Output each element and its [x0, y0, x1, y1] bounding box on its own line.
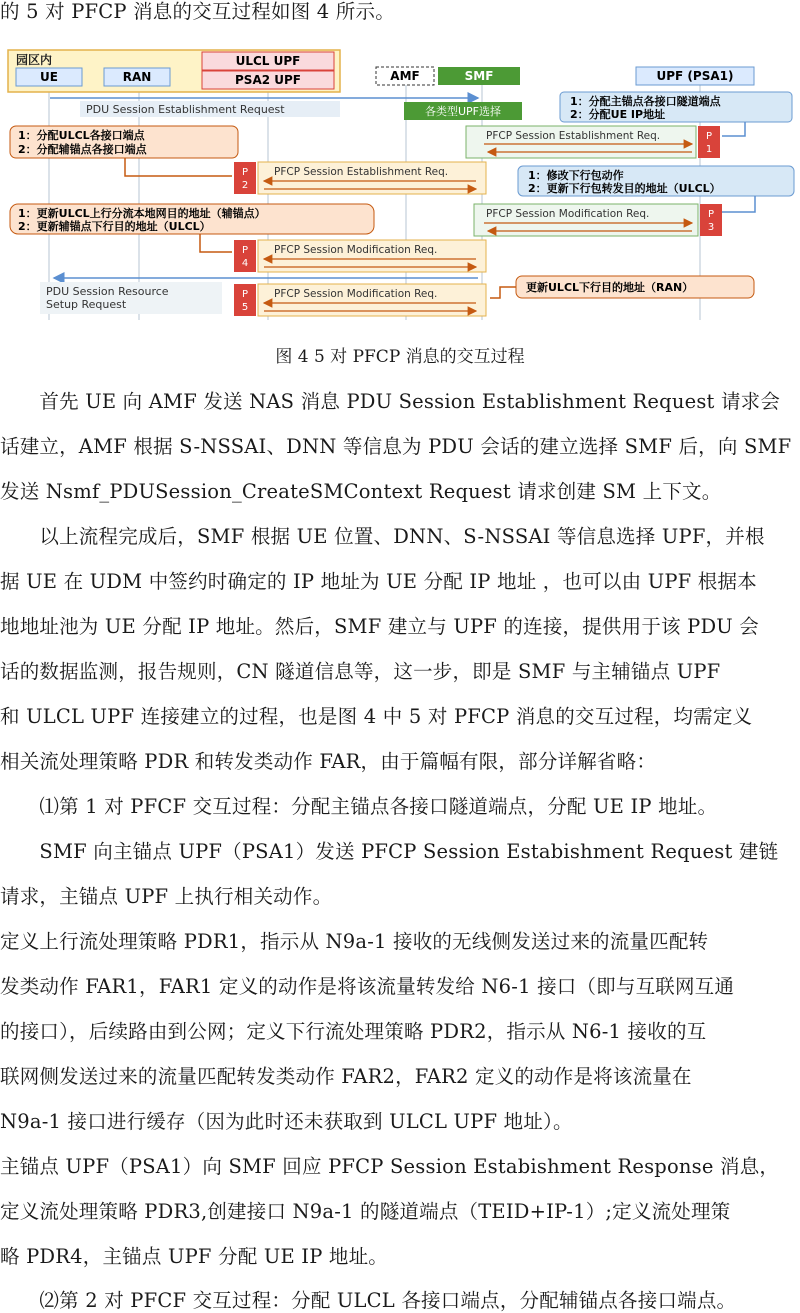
- paragraph-line: N9a-1 接口进行缓存（因为此时还未获取到 ULCL UPF 地址）。: [0, 1110, 573, 1133]
- pdu-res-line1: PDU Session Resource: [46, 285, 169, 298]
- note3-line2: 2：更新下行包转发目的地址（ULCL）: [528, 182, 721, 195]
- figure-caption: 图 4 5 对 PFCP 消息的交互过程: [275, 347, 525, 367]
- paragraph-line: 略 PDR4，主锚点 UPF 分配 UE IP 地址。: [0, 1245, 389, 1268]
- ue-label: UE: [40, 70, 58, 84]
- psa2-upf-label: PSA2 UPF: [235, 73, 301, 87]
- pfcp4-label: PFCP Session Modification Req.: [274, 244, 438, 256]
- paragraph-line: ⑴第 1 对 PFCF 交互过程：分配主锚点各接口隧道端点，分配 UE IP 地址。: [0, 795, 718, 818]
- paragraph-line: 联网侧发送过来的流量匹配转发类动作 FAR2，FAR2 定义的动作是将该流量在: [0, 1065, 692, 1088]
- paragraph-line: 定义上行流处理策略 PDR1，指示从 N9a-1 接收的无线侧发送过来的流量匹配转: [0, 930, 709, 953]
- p1-letter: P: [705, 131, 713, 142]
- pdu-res-line2: Setup Request: [46, 298, 127, 311]
- paragraph-line: 以上流程完成后，SMF 根据 UE 位置、DNN、S-NSSAI 等信息选择 UPF，并根: [0, 525, 765, 548]
- note3-connector: [722, 196, 755, 212]
- upf-psa1-label: UPF (PSA1): [656, 69, 734, 83]
- p3-number: 3: [707, 222, 715, 233]
- p5-letter: P: [241, 289, 249, 300]
- paragraph-line: 地地址池为 UE 分配 IP 地址。然后，SMF 建立与 UPF 的连接，提供用于该 PDU 会: [0, 615, 760, 638]
- note1-line2: 2：分配UE IP地址: [570, 108, 666, 121]
- p1-number: 1: [705, 144, 713, 155]
- paragraph-line: 主锚点 UPF（PSA1）向 SMF 回应 PFCP Session Estabishment Response 消息，: [0, 1155, 780, 1178]
- note4-connector: [200, 234, 232, 252]
- pfcp5-label: PFCP Session Modification Req.: [274, 288, 438, 300]
- paragraph-line: SMF 向主锚点 UPF（PSA1）发送 PFCP Session Estabishment Request 建链: [0, 840, 779, 863]
- note1-line1: 1：分配主锚点各接口隧道端点: [570, 95, 721, 108]
- ran-label: RAN: [122, 70, 152, 84]
- paragraph-line: 和 ULCL UPF 连接建立的过程，也是图 4 中 5 对 PFCP 消息的交互过程，均需定义: [0, 705, 753, 728]
- amf-label: AMF: [390, 69, 420, 83]
- park-label: 园区内: [16, 53, 53, 67]
- note2-line2: 2：分配辅锚点各接口端点: [18, 143, 147, 156]
- pdu-req-label: PDU Session Establishment Request: [86, 103, 285, 116]
- note1-connector: [722, 122, 745, 136]
- pfcp1-label: PFCP Session Establishment Req.: [486, 130, 661, 142]
- p5-number: 5: [241, 302, 249, 313]
- paragraph-line: 据 UE 在 UDM 中签约时确定的 IP 地址为 UE 分配 IP 地址 ，也可以由 UPF 根据本: [0, 570, 757, 593]
- paragraph-line: 发送 Nsmf_PDUSession_CreateSMContext Request 请求创建 SM 上下文。: [0, 480, 722, 503]
- smf-label: SMF: [464, 69, 494, 83]
- note5-connector: [490, 287, 516, 298]
- upf-select-label: 各类型UPF选择: [424, 105, 502, 118]
- p2-number: 2: [241, 180, 249, 191]
- paragraph-line: 首先 UE 向 AMF 发送 NAS 消息 PDU Session Establishment Request 请求会: [0, 390, 781, 413]
- note3-line1: 1：修改下行包动作: [528, 169, 624, 182]
- pfcp-sequence-diagram: [0, 40, 800, 330]
- paragraph-line: 话的数据监测，报告规则，CN 隧道信息等，这一步，即是 SMF 与主辅锚点 UPF: [0, 660, 721, 683]
- note2-connector: [125, 158, 232, 176]
- note5-text: 更新ULCL下行目的地址（RAN）: [526, 281, 694, 294]
- paragraph-line: 定义流处理策略 PDR3,创建接口 N9a-1 的隧道端点（TEID+IP-1）;定义流处理策: [0, 1200, 731, 1223]
- paragraph-line: ⑵第 2 对 PFCF 交互过程：分配 ULCL 各接口端点，分配辅锚点各接口端点。: [0, 1289, 737, 1312]
- pfcp2-label: PFCP Session Establishment Req.: [274, 166, 449, 178]
- paragraph-line: 相关流处理策略 PDR 和转发类动作 FAR，由于篇幅有限，部分详解省略：: [0, 750, 657, 773]
- p3-letter: P: [707, 209, 715, 220]
- note2-line1: 1：分配ULCL各接口端点: [18, 129, 145, 142]
- pfcp3-label: PFCP Session Modification Req.: [486, 208, 650, 220]
- note4-line2: 2：更新辅锚点下行目的地址（ULCL）: [18, 220, 211, 233]
- paragraph-line: 请求，主锚点 UPF 上执行相关动作。: [0, 885, 333, 908]
- p2-letter: P: [241, 167, 249, 178]
- ulcl-upf-label: ULCL UPF: [235, 54, 301, 68]
- paragraph-line: 的接口），后续路由到公网；定义下行流处理策略 PDR2，指示从 N6-1 接收的互: [0, 1020, 707, 1043]
- paragraph-line: 发类动作 FAR1，FAR1 定义的动作是将该流量转发给 N6-1 接口（即与互联网互通: [0, 975, 735, 998]
- intro-line: 的 5 对 PFCP 消息的交互过程如图 4 所示。: [0, 0, 395, 23]
- p4-letter: P: [241, 245, 249, 256]
- paragraph-line: 话建立，AMF 根据 S-NSSAI、DNN 等信息为 PDU 会话的建立选择 SMF 后，向 SMF: [0, 435, 792, 458]
- p4-number: 4: [241, 258, 249, 269]
- note4-line1: 1：更新ULCL上行分流本地网目的地址（辅锚点）: [18, 207, 266, 220]
